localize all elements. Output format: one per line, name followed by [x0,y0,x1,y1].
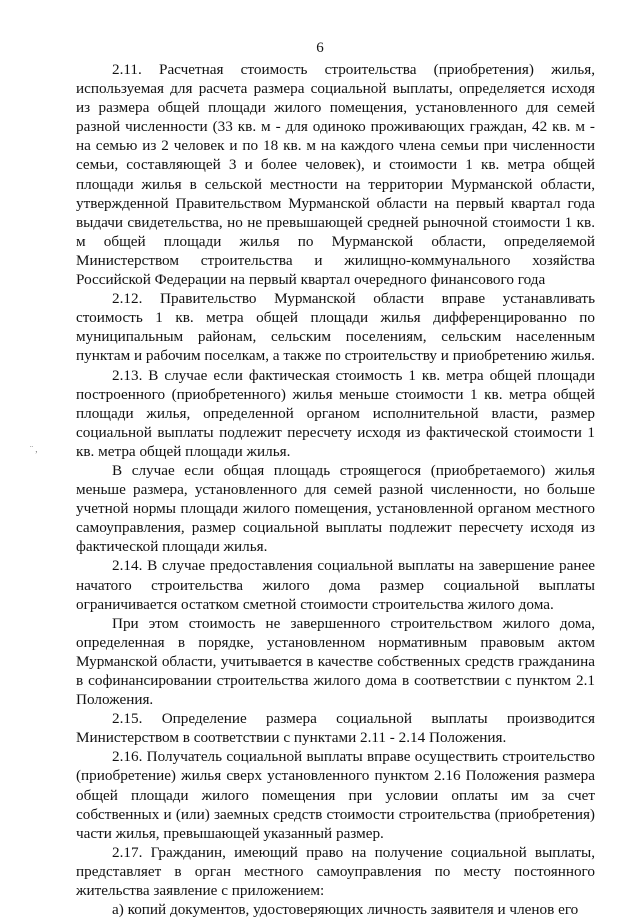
page-number: 6 [316,40,324,56]
paragraph-2-11: 2.11. Расчетная стоимость строительства (приобретения) жилья, используемая для расчета размера социальной выплаты, определяется исходя из размера общей площади жилого помещения, установленного для семей разной численности (33 кв. м - для одиноко проживающих граждан, 42 кв. м - на семью из 2 человек и по 18 кв. м на каждого члена семьи при численности семьи, составляющей 3 и более человек), и стоимости 1 кв. метра общей площади жилья в сельской местности на территории Мурманской области, утвержденной Правительством Мурманской области на первый квартал года выдачи свидетельства, но не превышающей средней рыночной стоимости 1 кв. м общей площади жилья по Мурманской области, определяемой Министерством строительства и жилищно-коммунального хозяйства Российской Федерации на первый квартал очередного финансового года [76,61,595,289]
body-text [76,60,595,919]
paragraph-2-17-a: а) копий документов, удостоверяющих личность заявителя и членов его [112,901,579,919]
paragraph-2-15: 2.15. Определение размера социальной выплаты производится Министерством в соответствии с пунктами 2.11 - 2.14 Положения. [76,710,595,747]
paragraph-2-13-continued: В случае если общая площадь строящегося (приобретаемого) жилья меньше размера, установленного для семей разной численности, но больше учетной нормы площади жилого помещения, установленной органом местного самоуправления, размер социальной выплаты подлежит пересчету исходя из фактической площади жилья. [76,461,595,556]
paragraph-2-14-continued: При этом стоимость не завершенного строительством жилого дома, определенная в порядке, установленном нормативным правовым актом Мурманской области, учитывается в качестве собственных средств гражданина в софинансировании строительства жилого дома в соответствии с пунктом 2.1 Положения. [76,614,595,709]
paragraph-2-13: 2.13. В случае если фактическая стоимость 1 кв. метра общей площади построенного (приобретенного) жилья меньше стоимости 1 кв. метра общей площади жилья, определенной органом исполнительной власти, размер социальной выплаты подлежит пересчету исходя из фактической стоимости 1 кв. метра общей площади жилья. [76,366,595,460]
paragraph-2-16: 2.16. Получатель социальной выплаты вправе осуществить строительство (приобретение) жилья сверх установленного пунктом 2.16 Положения размера общей площади жилого помещения при условии оплаты им за счет собственных и (или) заемных средств стоимости строительства (приобретения) части жилья, превышающей указанный размер. [76,748,595,842]
paragraph-2-14: 2.14. В случае предоставления социальной выплаты на завершение ранее начатого строительства жилого дома размер социальной выплаты ограничивается остатком сметной стоимости строительства жилого дома. [76,557,595,613]
paragraph-2-17: 2.17. Гражданин, имеющий право на получение социальной выплаты, представляет в орган местного самоуправления по месту постоянного жительства заявление с приложением: [76,843,595,900]
paragraph-2-12: 2.12. Правительство Мурманской области вправе устанавливать стоимость 1 кв. метра общей площади жилья дифференцированно по муниципальным районам, сельским поселениям, сельским населенным пунктам и рабочим поселкам, а также по строительству и приобретению жилья. [76,290,595,365]
margin-mark: ¨ , [30,444,38,454]
